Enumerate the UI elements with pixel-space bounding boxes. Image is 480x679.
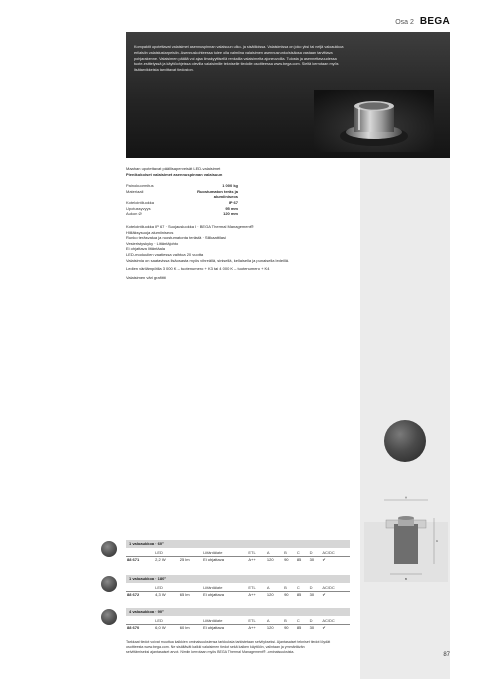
check-icon: ✔	[321, 625, 350, 632]
col-header: Liitäntäiate	[203, 618, 223, 623]
col-header: A	[266, 550, 270, 555]
cell: Ei ohjattava	[202, 625, 247, 632]
col-header: AC/DC	[322, 585, 335, 590]
cell: 90	[283, 557, 296, 564]
col-header: ETL	[248, 618, 256, 623]
product-block	[126, 540, 350, 563]
spec-key: Painokuormitus	[126, 183, 154, 189]
product-icon-180	[101, 576, 117, 592]
spec-key: Materiaali	[126, 188, 144, 194]
table-row	[126, 625, 350, 632]
description-title: Pienikokoiset valaisimet asennuspinnan valaisuun	[126, 171, 223, 177]
finish-line: Valaisimen väri grafiitti	[126, 274, 166, 280]
diagram-label-c: C	[436, 539, 439, 543]
cell: A++	[247, 625, 265, 632]
col-header: Liitäntäiate	[203, 585, 223, 590]
hero-line: Asennuskohteessa tulee olla valmiina valaisimen asennusrunko/sisäosa vastaan tarvittava pohjarakenne.	[134, 50, 333, 61]
col-header: C	[296, 585, 300, 590]
technical-details	[126, 224, 356, 280]
col-header: AC/DC	[322, 618, 335, 623]
col-header: C	[296, 550, 300, 555]
detail-line: Kotelointiluokka IP 67 · Suojausluokka I · BEGA Thermal Management®	[126, 224, 254, 229]
footnote-line: Tarkkaat tiedot voivat muuttua kaikkien ominaisuuksiensa tarkkuksia tarkistetaan selvitykseksi. Ajantasaiset tekniset tiedot löydät	[126, 640, 331, 644]
col-header: LED	[155, 550, 163, 555]
cell: 85	[296, 625, 309, 632]
cell: 90	[283, 592, 296, 599]
diagram-label-a: A	[405, 495, 408, 500]
color-temperature-line: Ledien värilämpötila 3 000 K – tuotenumero + K3 tai 4 000 K – tuotenumero + K4	[126, 266, 270, 272]
product-icon-90	[101, 609, 117, 625]
footnote	[126, 640, 416, 655]
product-number: 88 670	[126, 625, 154, 632]
product-head: 1 valoaukkoa · 60°	[126, 540, 350, 548]
spec-value: Ruostumaton teräs ja alumiiniseos	[197, 188, 238, 200]
col-header: B	[284, 618, 287, 623]
cell: 25 lm	[179, 557, 202, 564]
cell: 2,2 W	[154, 557, 179, 564]
col-header: D	[309, 585, 313, 590]
product-block	[126, 608, 350, 631]
table-row	[126, 592, 350, 599]
cell: 30	[309, 625, 322, 632]
col-header: LED	[155, 585, 163, 590]
brand-logo: BEGA	[419, 16, 450, 27]
cell: 30	[309, 557, 322, 564]
spec-value: 120 mm	[223, 211, 238, 217]
hero-line: Valaisimen pääliä voi ajaa ilmakyyttisellä renkailla valaisimelta ajoneuvoilla.	[159, 56, 286, 61]
spec-list	[126, 183, 346, 217]
product-head: 1 valoaukkoa · 180°	[126, 575, 350, 583]
col-header: Liitäntäiate	[203, 550, 223, 555]
spec-value: 1 000 kg	[222, 183, 238, 189]
detail-line: Ei ohjattava liitäntäala	[126, 246, 165, 252]
spec-key: Kotelointiluokka	[126, 199, 155, 205]
cell: 90	[283, 625, 296, 632]
product-block	[126, 575, 350, 598]
product-number: 88 671	[126, 557, 154, 564]
hero-line: tiedoston.	[177, 68, 194, 73]
product-icon-60	[101, 541, 117, 557]
hero-line: on joko yksi tai neljä valoaukkoa erilaisiin valaistustarpeisiin.	[134, 45, 344, 55]
col-header: D	[309, 618, 313, 623]
cell: 65 lm	[179, 592, 202, 599]
detail-line: Hiiliäksysuoja alumiiniseos	[126, 229, 174, 235]
hero-line: tekniselle tiedolle osoitteessa www.bega.com. Sieltä kerrotaan myös lisätarvikkeista tarvittavat	[134, 62, 339, 73]
cell: 120	[266, 557, 283, 564]
col-header: LED	[155, 618, 163, 623]
detail-line: Vesieristyskyky · Liitäntäjohto	[126, 240, 179, 246]
detail-line: Runko teräsvalua ja ruostumatonta terästä · Silikaattilasi	[126, 235, 226, 241]
page-header	[395, 16, 450, 27]
cell: 6,0 W	[154, 625, 179, 632]
product-table	[126, 550, 350, 563]
col-header: D	[309, 550, 313, 555]
spec-value: 95 mm	[225, 205, 238, 211]
spec-key: Upotussyvyys	[126, 205, 151, 211]
cell: 120	[266, 625, 283, 632]
cell: A++	[247, 592, 265, 599]
col-header: A	[266, 618, 270, 623]
check-icon: ✔	[321, 557, 350, 564]
cell: 120	[266, 592, 283, 599]
detail-line: Valaisimia on saatavissa lisäosasta myös vihreällä, sinisellä, kellaisella ja punaisella ledeillä.	[126, 257, 290, 263]
section-label: Osa 2	[395, 19, 414, 26]
cell: 85	[296, 557, 309, 564]
hero-text	[134, 45, 344, 74]
cell: Ei ohjattava	[202, 557, 247, 564]
footnote-line: osoitteesta www.bega.com. Ne sisältävät kaikki valaisimen tiedot sekä kaiken käyttöön, valintaan ja ymmärtävän	[126, 645, 305, 649]
product-table	[126, 618, 350, 631]
description-intro: Maahan upotettavat päällisaperveisät LED-valaisimet	[126, 166, 221, 171]
col-header: AC/DC	[322, 550, 335, 555]
footnote-line: selvittämiseksi ajantasaiset arvot. Nimiin kerrotaan myös BEGA Thermal Management® -ominaisuuksista.	[126, 650, 295, 654]
col-header: C	[296, 618, 300, 623]
product-description	[126, 166, 346, 217]
product-table	[126, 585, 350, 598]
hero-line: Tulosta ja asennettavuudessa tuote-esittelyssä ja käyttöohjeissa olevilla valaisimille	[134, 56, 337, 67]
col-header: B	[284, 585, 287, 590]
col-header: A	[266, 585, 270, 590]
hero-panel	[126, 32, 450, 158]
spec-value: IP 67	[228, 199, 238, 205]
product-head: 4 valoaukkoa · 90°	[126, 608, 350, 616]
cell: Ei ohjattava	[202, 592, 247, 599]
fixture-photo	[314, 90, 434, 152]
detail-line: LED-moduulien vaatiessa vaihtoa 20 vuotta	[126, 251, 204, 257]
installation-diagram	[364, 494, 448, 606]
check-icon: ✔	[321, 592, 350, 599]
cell: 4,3 W	[154, 592, 179, 599]
table-row	[126, 557, 350, 564]
spec-key: Aukon Ø	[126, 211, 142, 217]
cell: 30	[309, 592, 322, 599]
fixture-top-view	[384, 420, 426, 462]
cell: 60 lm	[179, 625, 202, 632]
product-number: 88 672	[126, 592, 154, 599]
col-header: ETL	[248, 550, 256, 555]
hero-line: Kompaktit upotettavat valaisimet asennuspinnan valaisuun ulko- ja sisätiloissa. Valaisimissa	[134, 45, 289, 49]
page-number: 87	[443, 652, 450, 658]
cell: A++	[247, 557, 265, 564]
col-header: ETL	[248, 585, 256, 590]
diagram-label-b: B	[405, 577, 408, 581]
cell: 85	[296, 592, 309, 599]
col-header: B	[284, 550, 287, 555]
